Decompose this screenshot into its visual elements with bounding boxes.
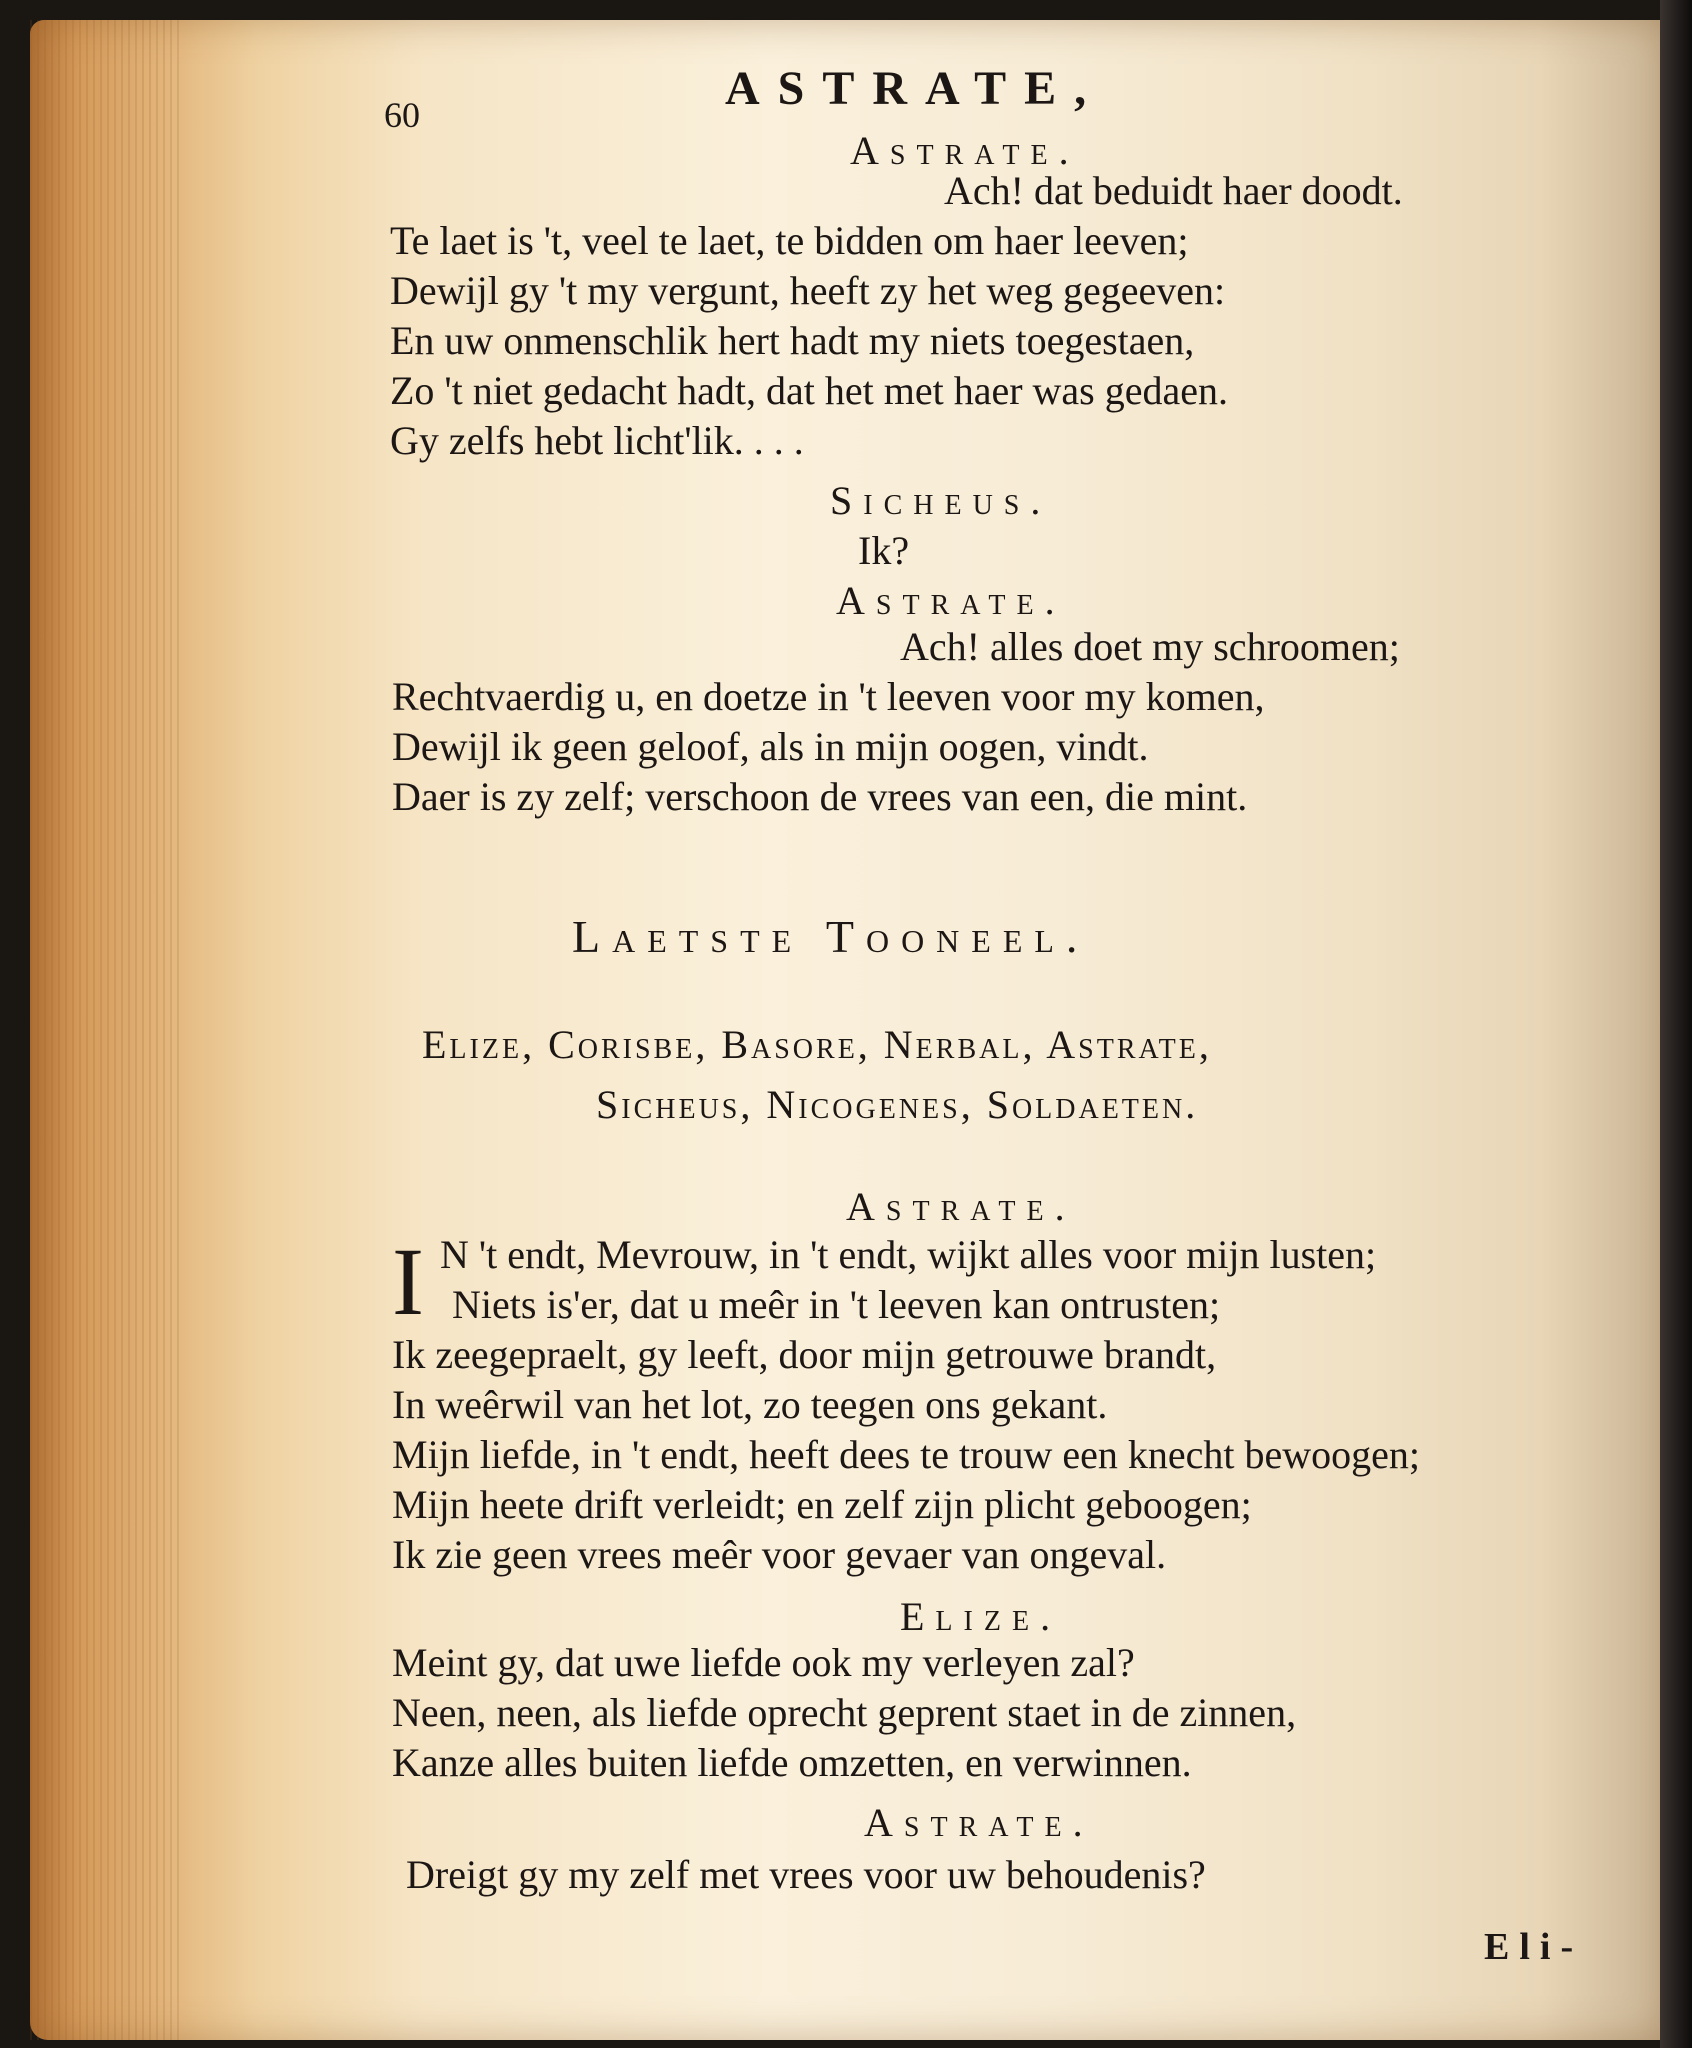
verse-line: Rechtvaerdig u, en doetze in 't leeven voor my komen, [392, 674, 1265, 719]
verse-line: Dewijl ik geen geloof, als in mijn oogen, vindt. [392, 724, 1149, 769]
verse-line: Ach! alles doet my schroomen; [900, 624, 1400, 669]
cast-list-line: Sicheus, Nicogenes, Soldaeten. [596, 1082, 1199, 1127]
catchword: Eli- [1484, 1926, 1584, 1968]
background-edge [1660, 0, 1692, 2048]
speaker-astrate: Astrate. [836, 578, 1066, 623]
verse-line: Ik? [858, 528, 910, 573]
verse-line: Niets is'er, dat u meêr in 't leeven kan ontrusten; [452, 1282, 1221, 1327]
verse-line: Ik zeegepraelt, gy leeft, door mijn getrouwe brandt, [392, 1332, 1217, 1377]
verse-line: Mijn heete drift verleidt; en zelf zijn plicht geboogen; [392, 1482, 1252, 1527]
verse-line: Ik zie geen vrees meêr voor gevaer van ongeval. [392, 1532, 1167, 1577]
verse-line: Zo 't niet gedacht hadt, dat het met haer was gedaen. [390, 368, 1228, 413]
speaker-astrate: Astrate. [850, 128, 1080, 173]
running-title: ASTRATE, [725, 62, 1105, 115]
verse-line: Neen, neen, als liefde oprecht geprent staet in de zinnen, [392, 1690, 1297, 1735]
speaker-astrate: Astrate. [864, 1800, 1094, 1845]
cast-list-line: Elize, Corisbe, Basore, Nerbal, Astrate, [422, 1022, 1212, 1067]
page-number: 60 [384, 95, 420, 135]
verse-line: Dreigt gy my zelf met vrees voor uw behoudenis? [406, 1852, 1206, 1897]
drop-cap: I [392, 1228, 424, 1335]
speaker-astrate: Astrate. [846, 1184, 1076, 1229]
verse-line: Mijn liefde, in 't endt, heeft dees te trouw een knecht bewoogen; [392, 1432, 1420, 1477]
verse-line: En uw onmenschlik hert hadt my niets toegestaen, [390, 318, 1195, 363]
verse-line: Te laet is 't, veel te laet, te bidden om haer leeven; [390, 218, 1189, 263]
verse-line: Gy zelfs hebt licht'lik. . . . [390, 418, 804, 463]
verse-line: Dewijl gy 't my vergunt, heeft zy het weg gegeeven: [390, 268, 1226, 313]
verse-line: N 't endt, Mevrouw, in 't endt, wijkt alles voor mijn lusten; [440, 1232, 1377, 1277]
verse-line: Kanze alles buiten liefde omzetten, en verwinnen. [392, 1740, 1192, 1785]
page-edges [30, 20, 180, 2040]
verse-line: Meint gy, dat uwe liefde ook my verleyen zal? [392, 1640, 1135, 1685]
verse-line: In weêrwil van het lot, zo teegen ons gekant. [392, 1382, 1108, 1427]
scene-heading: Laetste Tooneel. [572, 911, 1090, 962]
verse-line: Daer is zy zelf; verschoon de vrees van een, die mint. [392, 774, 1248, 819]
speaker-elize: Elize. [900, 1594, 1062, 1639]
speaker-sicheus: Sicheus. [830, 478, 1052, 523]
verse-line: Ach! dat beduidt haer doodt. [944, 168, 1403, 213]
